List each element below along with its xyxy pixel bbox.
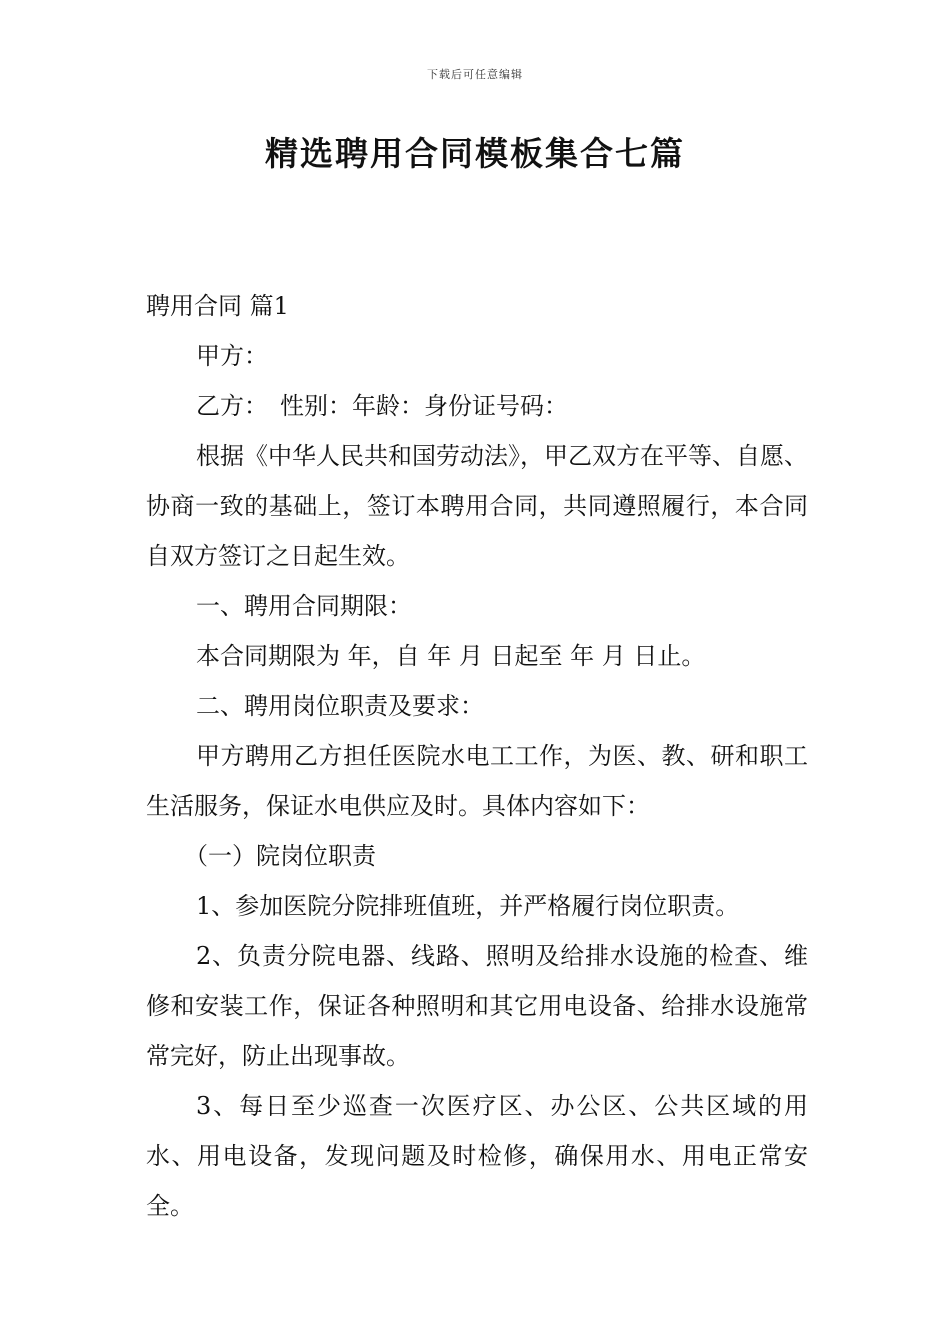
party-b-line: 乙方： 性别：年龄：身份证号码： [196,392,568,420]
party-a-line: 甲方： [196,342,268,370]
job-description-paragraph: 甲方聘用乙方担任医院水电工工作，为医、教、研和职工生活服务，保证水电供应及时。具体内容如下： [146,742,808,820]
clause-2-heading: 二、聘用岗位职责及要求： [196,692,484,720]
section-heading: 聘用合同 篇1 [146,292,289,320]
subsection-heading: （一）院岗位职责 [184,842,376,870]
duty-item-2: 2、负责分院电器、线路、照明及给排水设施的检查、维修和安装工作，保证各种照明和其它用电设备、给排水设施常常完好，防止出现事故。 [146,942,808,1070]
document-body [146,281,808,1231]
document-title: 精选聘用合同模板集合七篇 [265,134,685,173]
preamble-paragraph: 根据《中华人民共和国劳动法》，甲乙双方在平等、自愿、协商一致的基础上，签订本聘用合同，共同遵照履行，本合同自双方签订之日起生效。 [146,442,808,570]
duty-item-1: 1、参加医院分院排班值班，并严格履行岗位职责。 [196,892,740,920]
clause-1-heading: 一、聘用合同期限： [196,592,412,620]
header-note: 下载后可任意编辑 [427,68,523,81]
term-paragraph: 本合同期限为 年，自 年 月 日起至 年 月 日止。 [196,642,706,670]
duty-item-3: 3、每日至少巡查一次医疗区、办公区、公共区域的用水、用电设备，发现问题及时检修，确保用水、用电正常安全。 [146,1092,808,1220]
